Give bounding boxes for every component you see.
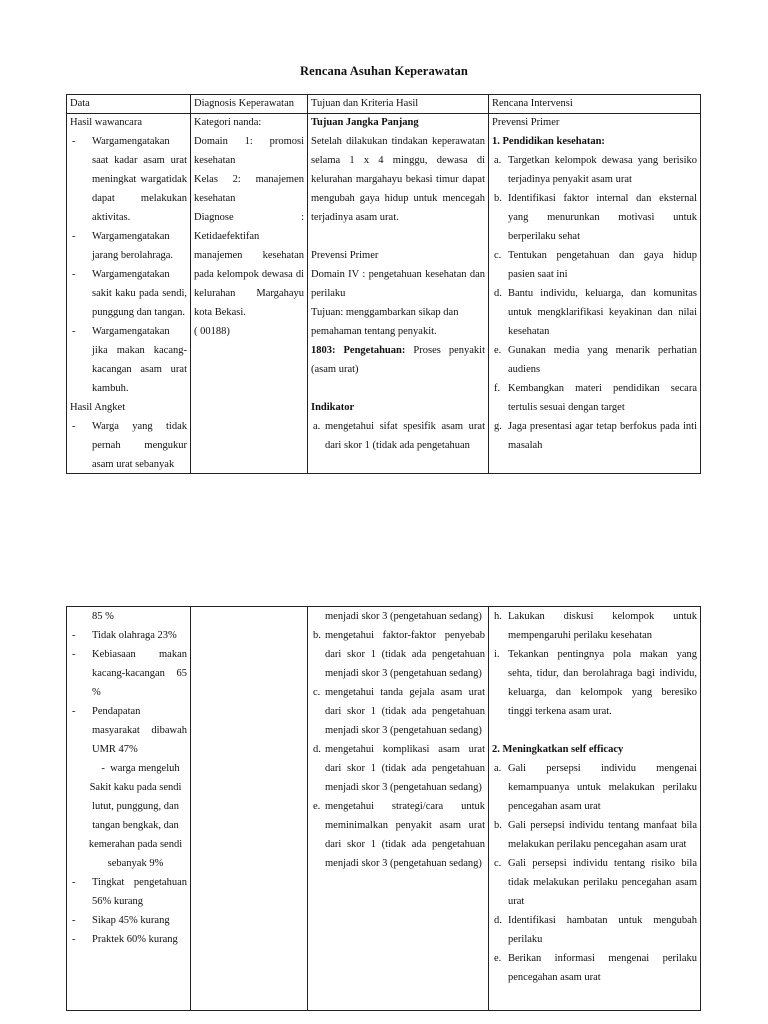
diagnosis-line: Domain 1: promosi kesehatan — [194, 136, 304, 166]
interview-item: - Wargamengatakan saat kadar asam urat meningkat wargatidak dapat melakukan aktivitas. — [72, 136, 187, 223]
interview-item: - Wargamengatakan jarang berolahraga. — [72, 231, 174, 261]
data-sub-item: - warga mengeluh — [101, 763, 180, 774]
column-diagnosis — [190, 95, 307, 473]
interview-item: - Wargamengatakan jika makan kacang-kacangan asam urat kambuh. — [72, 326, 187, 394]
header-tujuan: Tujuan dan Kriteria Hasil — [311, 98, 419, 109]
header-diagnosis: Diagnosis Keperawatan — [194, 98, 295, 109]
domain-line: Domain IV : pengetahuan kesehatan dan perilaku — [311, 269, 485, 299]
tujuan-cell — [308, 113, 488, 455]
column-diagnosis — [190, 607, 307, 1010]
data-heading-wawancara: Hasil wawancara — [70, 117, 143, 128]
intervention-item: b. Identifikasi faktor internal dan eksternal yang menurunkan motivasi untuk berperilaku sehat — [494, 193, 697, 242]
indicator-item: b. mengetahui faktor-faktor penyebab dari skor 1 (tidak ada pengetahuan menjadi skor 3 (pengetahuan sedang) — [313, 630, 485, 679]
data-knowledge-list — [70, 873, 187, 949]
tujuan-paragraph: Setelah dilakukan tindakan keperawatan selama 1 x 4 minggu, dewasa di kelurahan margahayu bekasi timur dapat mengubah gaya hidup untuk mencegah terjadinya asam urat. — [311, 136, 485, 223]
diagnosis-line: Diagnose : — [194, 212, 304, 223]
outcome-name: Proses penyakit (asam urat) — [311, 345, 485, 375]
diagnosis-line: Kategori nanda: — [194, 117, 262, 128]
column-data — [67, 607, 190, 1010]
header-intervensi: Rencana Intervensi — [492, 98, 573, 109]
tujuan-heading: Tujuan Jangka Panjang — [311, 117, 419, 128]
data-interview-list — [70, 132, 187, 398]
intervention-item: g. Jaga presentasi agar tetap berfokus pada inti masalah — [494, 421, 697, 451]
intervention-item: b. Gali persepsi individu tentang manfaat bila melakukan perilaku pencegahan asam urat — [494, 820, 697, 850]
intervention-item: f. Kembangkan materi pendidikan secara tertulis sesuai dengan target — [494, 383, 697, 413]
diagnosis-code: ( 00188) — [194, 326, 230, 337]
diagnosis-line: Kelas 2: manajemen kesehatan — [194, 174, 304, 204]
indicator-continuation: menjadi skor 3 (pengetahuan sedang) — [325, 611, 482, 622]
indicator-item: d. mengetahui komplikasi asam urat dari skor 1 (tidak ada pengetahuan menjadi skor 3 (pengetahuan sedang) — [313, 744, 485, 793]
column-tujuan — [307, 607, 488, 1010]
data-item: - Pendapatan masyarakat dibawah UMR 47% — [72, 706, 187, 755]
intervention-item: e. Gunakan media yang menarik perhatian audiens — [494, 345, 697, 375]
indicator-list — [311, 626, 485, 873]
intervention-item: i. Tekankan pentingnya pola makan yang sehta, tidur, dan berolahraga bagi individu, keluarga, dan kelompok yang beresiko tinggi terkena asam urat. — [494, 649, 697, 717]
diagnosis-line: Ketidaefektifan manajemen kesehatan pada kelompok dewasa di kelurahan Margahayu kota Bekasi. — [194, 231, 304, 318]
intervention-list — [492, 151, 697, 455]
outcome-code-line — [311, 341, 485, 379]
data-list — [70, 626, 187, 759]
data-item: - Tingkat pengetahuan 56% kurang — [72, 877, 187, 907]
indikator-heading: Indikator — [311, 402, 355, 413]
intervention-item: d. Identifikasi hambatan untuk mengubah perilaku — [494, 915, 697, 945]
data-survey-list — [70, 417, 187, 474]
self-efficacy-list — [492, 759, 697, 987]
intervensi-cell — [489, 607, 700, 987]
indicator-item: a. mengetahui sifat spesifik asam urat dari skor 1 (tidak ada pengetahuan — [313, 421, 485, 451]
data-heading-angket: Hasil Angket — [70, 402, 126, 413]
intervention-item: d. Bantu individu, keluarga, dan komunitas untuk mengklarifikasi keyakinan dan nilai kesehatan — [494, 288, 697, 337]
intervention-item: c. Tentukan pengetahuan dan gaya hidup pasien saat ini — [494, 250, 697, 280]
column-intervensi — [488, 95, 700, 473]
data-item: - Praktek 60% kurang — [72, 934, 178, 945]
intervention-item: a. Gali persepsi individu mengenai kemampuanya untuk melakukan perilaku pencegahan asam urat — [494, 763, 697, 812]
data-continuation: 85 % — [92, 611, 114, 622]
prevensi-label: Prevensi Primer — [311, 250, 379, 261]
intervention-section-title: 1. Pendidikan kesehatan: — [492, 136, 605, 147]
data-item: - Kebiasaan makan kacang-kacangan 65 % — [72, 649, 187, 698]
data-item: - Sikap 45% kurang — [72, 915, 170, 926]
column-data — [67, 95, 190, 473]
header-data: Data — [70, 98, 90, 109]
column-tujuan — [307, 95, 488, 473]
column-intervensi — [488, 607, 700, 1010]
document-title: Rencana Asuhan Keperawatan — [300, 64, 468, 78]
care-plan-table-part1 — [66, 94, 701, 474]
intervention-section-title: 2. Meningkatkan self efficacy — [492, 744, 624, 755]
intervention-item: e. Berikan informasi mengenai perilaku pencegahan asam urat — [494, 953, 697, 983]
interview-item: - Wargamengatakan sakit kaku pada sendi, punggung dan tangan. — [72, 269, 187, 318]
intervention-list — [492, 607, 697, 721]
data-cell — [67, 113, 190, 474]
diagnosis-cell — [191, 113, 307, 341]
intervention-item: a. Targetkan kelompok dewasa yang berisiko terjadinya penyakit asam urat — [494, 155, 697, 185]
indicator-item: e. mengetahui strategi/cara untuk meminimalkan penyakit asam urat dari skor 1 (tidak ada pengetahuan menjadi skor 3 (pengetahuan sedang) — [313, 801, 485, 869]
intervention-item: c. Gali persepsi individu tentang risiko bila tidak melakukan perilaku pencegahan asam urat — [494, 858, 697, 907]
tujuan-cell — [308, 607, 488, 873]
data-item: - Tidak olahraga 23% — [72, 630, 177, 641]
data-sub-item-text: Sakit kaku pada sendi lutut, punggung, dan tangan bengkak, dan kemerahan pada sendi sebanyak 9% — [88, 782, 183, 869]
care-plan-table-part2 — [66, 606, 701, 1011]
data-cell — [67, 607, 190, 949]
indicator-item: c. mengetahui tanda gejala asam urat dari skor 1 (tidak ada pengetahuan menjadi skor 3 (pengetahuan sedang) — [313, 687, 485, 736]
survey-item: - Warga yang tidak pernah mengukur asam urat sebanyak — [72, 421, 187, 470]
intervensi-heading: Prevensi Primer — [492, 117, 560, 128]
tujuan-line: Tujuan: menggambarkan sikap dan pemahaman tentang penyakit. — [311, 307, 459, 337]
intervensi-cell — [489, 113, 700, 455]
intervention-item: h. Lakukan diskusi kelompok untuk mempengaruhi perilaku kesehatan — [494, 611, 697, 641]
outcome-code: 1803: Pengetahuan: — [311, 345, 406, 356]
